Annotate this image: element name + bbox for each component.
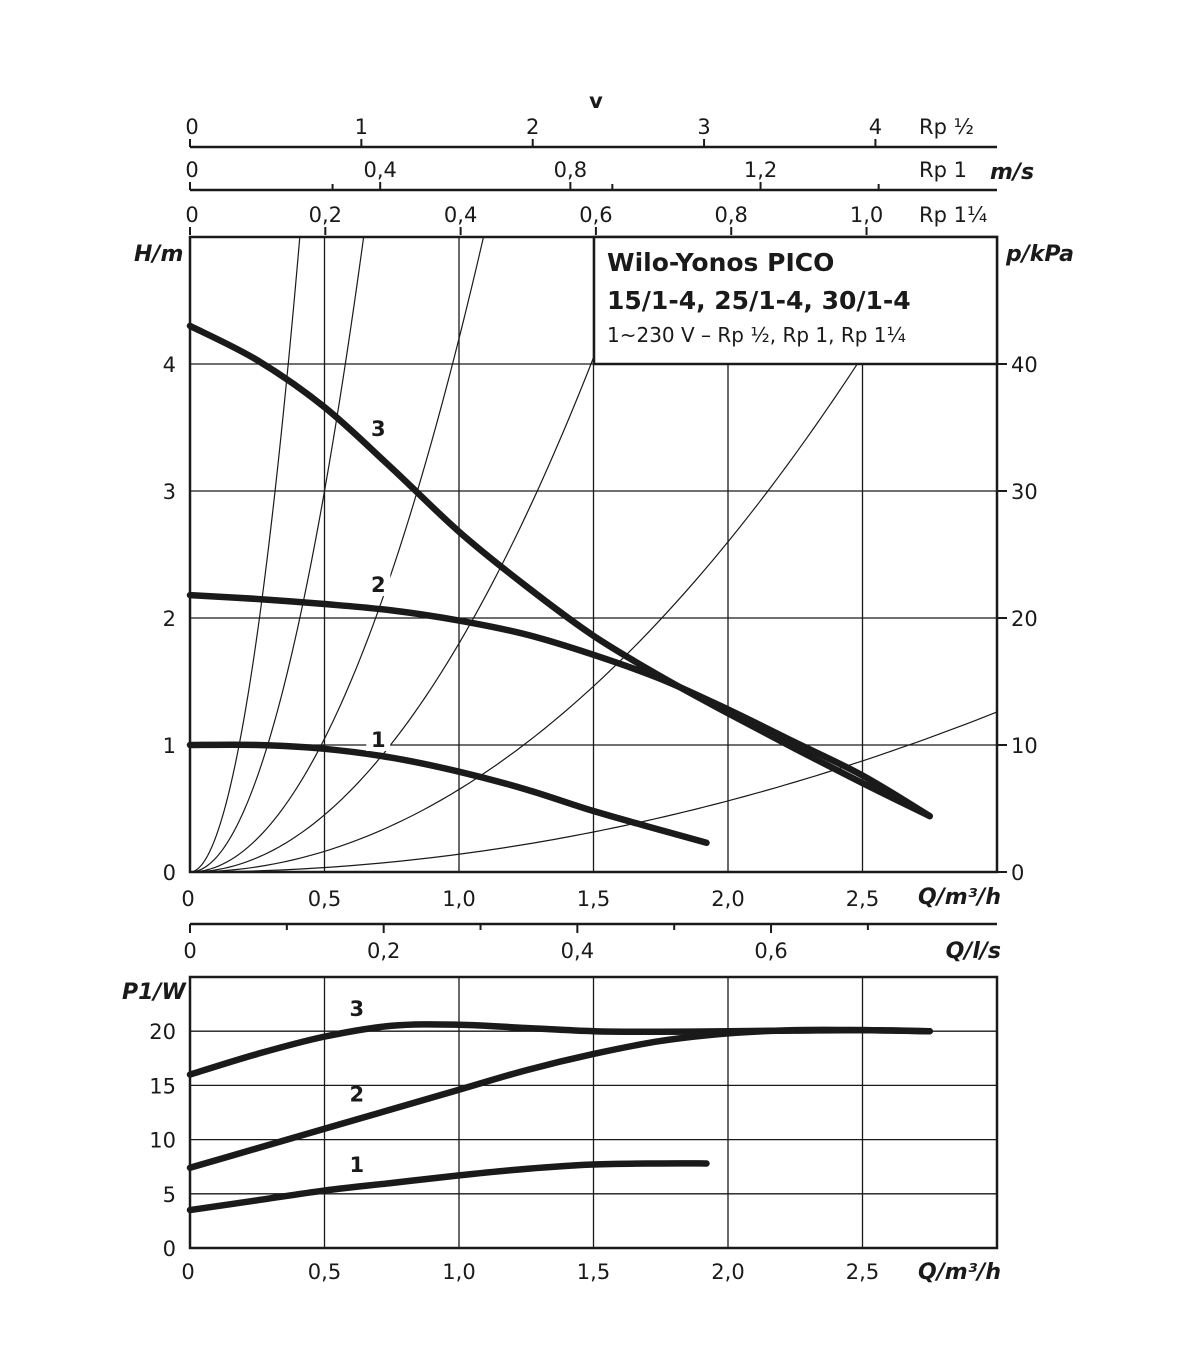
velocity-tick-label: 0,4 xyxy=(443,203,478,227)
power-x-tick-label: 0 xyxy=(181,1260,195,1284)
chart-title: Wilo-Yonos PICO xyxy=(607,248,835,277)
power-x-tick-label: 0,5 xyxy=(307,1260,342,1284)
power-series xyxy=(190,997,930,1210)
velocity-tick-label: 0 xyxy=(185,158,199,182)
y2-tick-label: 20 xyxy=(1011,607,1038,631)
velocity-tick-label: 1,0 xyxy=(849,203,884,227)
power-y-tick-label: 10 xyxy=(149,1128,176,1153)
x-tick-label: 2,5 xyxy=(845,887,880,911)
flow-ls-tick-label: 0 xyxy=(183,939,197,963)
velocity-scale-label: Rp 1 xyxy=(919,158,967,182)
velocity-scales xyxy=(185,89,1034,235)
y-axis-label-power: P1/W xyxy=(122,980,186,1005)
power-x-tick-label: 2,5 xyxy=(845,1260,880,1284)
power-curve-3 xyxy=(190,1024,930,1074)
system-curve xyxy=(190,237,484,872)
velocity-tick-label: 4 xyxy=(868,115,883,139)
chart-subtitle: 15/1-4, 25/1-4, 30/1-4 xyxy=(607,286,911,315)
y-tick-label: 4 xyxy=(162,353,176,377)
y-tick-label: 1 xyxy=(162,734,176,758)
head-chart-ticks xyxy=(163,353,1038,911)
x-axis-label-flow-m3h: Q/m³/h xyxy=(918,885,1001,910)
velocity-tick-label: 3 xyxy=(697,115,711,139)
y2-axis-label-pressure: p/kPa xyxy=(1006,242,1074,267)
velocity-tick-label: 0,2 xyxy=(308,203,343,227)
flow-ls-tick-label: 0,6 xyxy=(754,939,788,963)
title-box xyxy=(594,237,997,364)
y2-tick-label: 0 xyxy=(1011,861,1025,885)
head-curve-label: 2 xyxy=(370,573,386,598)
x-tick-label: 0,5 xyxy=(307,887,342,911)
velocity-tick-label: 0,4 xyxy=(363,158,397,182)
y2-tick-label: 10 xyxy=(1011,734,1038,758)
x-axis-label-flow-ls: Q/l/s xyxy=(945,939,1001,964)
head-series xyxy=(190,326,930,843)
system-curve xyxy=(190,237,364,872)
x-tick-label: 1,0 xyxy=(442,887,476,911)
velocity-tick-label: 0,8 xyxy=(553,158,588,182)
velocity-tick-label: 2 xyxy=(526,115,540,139)
flow-ls-tick-label: 0,4 xyxy=(560,939,595,963)
velocity-tick-label: 1,2 xyxy=(743,158,778,182)
power-x-tick-label: 1,0 xyxy=(442,1260,476,1284)
head-flow-chart xyxy=(134,237,1074,911)
power-curve-label: 2 xyxy=(349,1082,365,1107)
flow-ls-tick-label: 0,2 xyxy=(366,939,401,963)
velocity-tick-label: 0 xyxy=(185,115,199,139)
power-y-tick-label: 0 xyxy=(162,1237,176,1261)
x-tick-label: 2,0 xyxy=(711,887,745,911)
power-y-tick-label: 20 xyxy=(149,1020,176,1045)
head-curve-label: 3 xyxy=(370,416,386,441)
x-tick-label: 0 xyxy=(181,887,195,911)
velocity-tick-label: 1 xyxy=(354,115,369,139)
power-curve-label: 3 xyxy=(349,996,365,1021)
velocity-tick-label: 0,6 xyxy=(579,203,613,227)
velocity-scale-label: Rp ½ xyxy=(919,115,974,139)
power-curve-2 xyxy=(190,1030,930,1168)
y-tick-label: 3 xyxy=(162,480,176,504)
power-y-tick-label: 15 xyxy=(149,1074,176,1099)
flow-ls-scale xyxy=(183,924,1001,964)
head-curve-2 xyxy=(190,595,930,816)
x-axis-label-flow-m3h-power: Q/m³/h xyxy=(918,1260,1001,1285)
power-chart-grid xyxy=(190,977,997,1248)
velocity-tick-label: 0,8 xyxy=(714,203,748,227)
x-tick-label: 1,5 xyxy=(576,887,611,911)
power-curve-label: 1 xyxy=(349,1152,365,1177)
y-axis-label-head: H/m xyxy=(134,242,184,267)
power-y-tick-label: 5 xyxy=(162,1182,176,1207)
y-tick-label: 2 xyxy=(162,607,176,631)
y-tick-label: 0 xyxy=(162,861,176,885)
y2-tick-label: 30 xyxy=(1011,480,1038,504)
velocity-title: v xyxy=(589,89,603,113)
head-curve-label: 1 xyxy=(370,728,386,752)
power-chart-ticks xyxy=(149,1020,879,1284)
power-curve-1 xyxy=(190,1163,706,1210)
chart-note: 1~230 V – Rp ½, Rp 1, Rp 1¼ xyxy=(607,323,906,347)
power-x-tick-label: 2,0 xyxy=(711,1260,745,1284)
head-curve-3 xyxy=(190,326,930,816)
power-flow-chart xyxy=(122,977,1001,1285)
velocity-unit: m/s xyxy=(990,160,1035,185)
velocity-scale-label: Rp 1¼ xyxy=(919,203,988,227)
power-x-tick-label: 1,5 xyxy=(576,1260,611,1284)
velocity-tick-label: 0 xyxy=(185,203,199,227)
y2-tick-label: 40 xyxy=(1011,353,1038,377)
